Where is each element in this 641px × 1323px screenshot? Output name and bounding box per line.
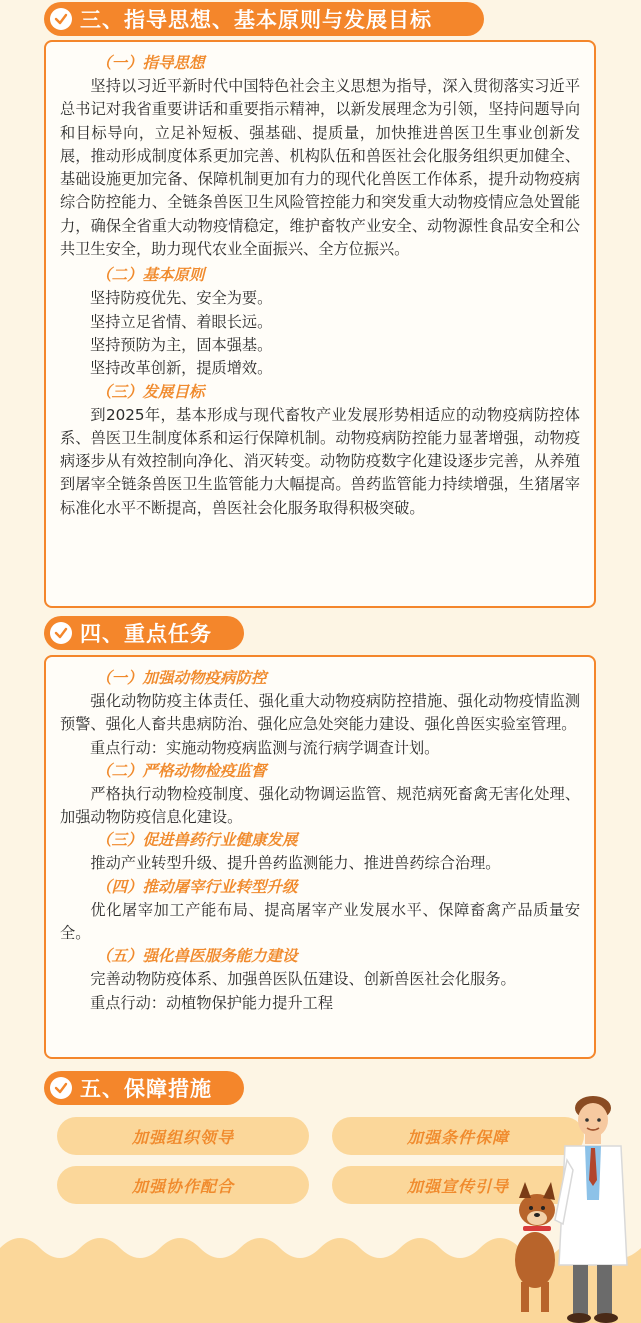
principle-item: 坚持改革创新，提质增效。 xyxy=(90,359,273,378)
task-text: 完善动物防疫体系、加强兽医队伍建设、创新兽医社会化服务。 xyxy=(90,970,516,989)
task-heading: （三）促进兽药行业健康发展 xyxy=(96,831,298,850)
measure-pill: 加强宣传引导 xyxy=(332,1166,584,1204)
section-3-title: 三、指导思想、基本原则与发展目标 xyxy=(80,8,432,32)
measure-pill: 加强组织领导 xyxy=(57,1117,309,1155)
measure-pill: 加强协作配合 xyxy=(57,1166,309,1204)
guiding-heading: （一）指导思想 xyxy=(96,54,205,72)
goals-heading: （三）发展目标 xyxy=(96,382,205,401)
principle-item: 坚持防疫优先、安全为要。 xyxy=(90,289,273,308)
task-text: 优化屠宰加工产能布局、提高屠宰产业发展水平、保障畜禽产品质量安全。 xyxy=(60,900,580,943)
section-3-header xyxy=(44,2,484,36)
check-circle-icon xyxy=(50,622,72,644)
check-circle-icon xyxy=(50,1077,72,1099)
check-circle-icon xyxy=(50,8,72,30)
task-heading: （二）严格动物检疫监督 xyxy=(96,761,267,780)
doctor-illustration xyxy=(515,1090,641,1323)
principle-item: 坚持立足省情、着眼长远。 xyxy=(90,312,273,331)
principles-heading: （二）基本原则 xyxy=(96,266,205,285)
section-3-box xyxy=(44,40,596,608)
task-heading: （五）强化兽医服务能力建设 xyxy=(96,947,298,966)
task-key-action: 重点行动：动植物保护能力提升工程 xyxy=(90,993,333,1012)
section-4-box xyxy=(44,655,596,1059)
principle-item: 坚持预防为主，固本强基。 xyxy=(90,335,273,354)
measure-pill: 加强条件保障 xyxy=(332,1117,584,1155)
section-5-header xyxy=(44,1071,244,1105)
section-5-title: 五、保障措施 xyxy=(80,1077,212,1101)
task-text: 推动产业转型升级、提升兽药监测能力、推进兽药综合治理。 xyxy=(90,854,501,873)
task-heading: （四）推动屠宰行业转型升级 xyxy=(96,877,298,896)
section-4-header xyxy=(44,616,244,650)
task-text: 强化动物防疫主体责任、强化重大动物疫病防控措施、强化动物疫情监测预警、强化人畜共患病防治、强化应急处突能力建设、强化兽医实验室管理。 xyxy=(60,692,580,734)
task-key-action: 重点行动：实施动物疫病监测与流行病学调查计划。 xyxy=(90,738,440,757)
section-4-title: 四、重点任务 xyxy=(80,622,212,646)
dog-illustration xyxy=(515,1182,555,1312)
goals-text: 到2025年，基本形成与现代畜牧产业发展形势相适应的动物疫病防控体系、兽医卫生制度体系和运行保障机制。动物疫病防控能力显著增强，动物疫病逐步从有效控制向净化、消灭转变。动物防疫数字化建设逐步完善，从养殖到屠宰全链条兽医卫生监管能力大幅提高。兽药监管能力持续增强，生猪屠宰标准化水平不断提高，兽医社会化服务取得积极突破。 xyxy=(60,405,580,517)
task-text: 严格执行动物检疫制度、强化动物调运监管、规范病死畜禽无害化处理、加强动物防疫信息化建设。 xyxy=(60,784,580,827)
guiding-text: 坚持以习近平新时代中国特色社会主义思想为指导，深入贯彻落实习近平总书记对我省重要讲话和重要指示精神，以新发展理念为引领，坚持问题导向和目标导向，立足补短板、强基础、提质量，加快推进兽医卫生事业创新发展，推动形成制度体系更加完善、机构队伍和兽医社会化服务组织更加健全、基础设施更加完备、保障机制更加有力的现代化兽医工作体系，提升动物疫病综合防控能力、全链条兽医卫生风险管控能力和突发重大动物疫情应急处置能力，确保全省重大动物疫情稳定，维护畜牧产业安全、动物源性食品安全和公共卫生安全，助力现代农业全面振兴、全方位振兴。 xyxy=(60,77,580,259)
task-heading: （一）加强动物疫病防控 xyxy=(96,669,267,687)
